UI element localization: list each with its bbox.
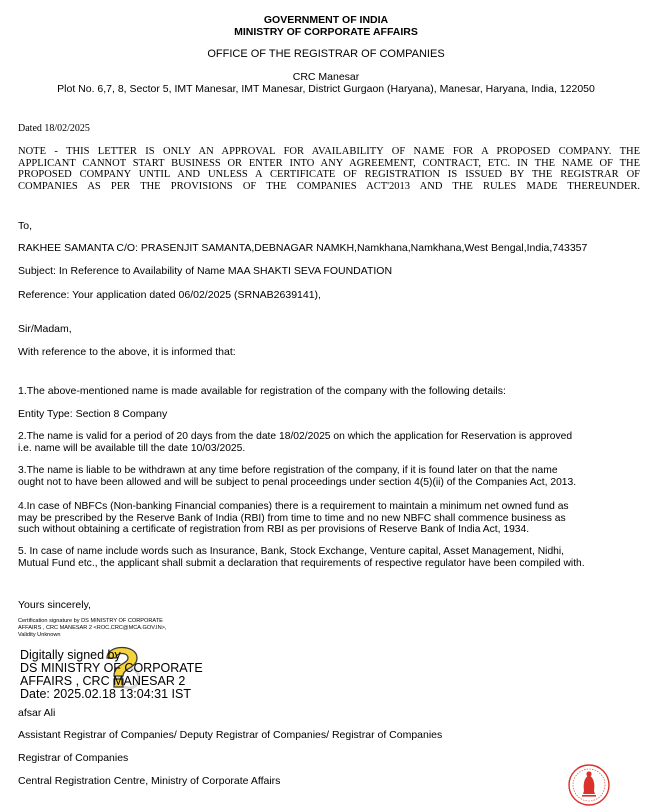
point-1: 1.The above-mentioned name is made available for registration of the company with the following details:: [18, 385, 506, 397]
point-3: [18, 465, 648, 488]
signature-line: Date: 2025.02.18 13:04:31 IST: [20, 687, 191, 701]
point-5-line: Mutual Fund etc., the applicant shall submit a declaration that requirements of respective regulator have been compiled with.: [18, 557, 585, 569]
intro: With reference to the above, it is informed that:: [18, 346, 236, 358]
point-4: [18, 501, 648, 536]
signature-line: AFFAIRS , CRC MANESAR 2: [20, 674, 186, 688]
header-ministry: MINISTRY OF CORPORATE AFFAIRS: [234, 26, 418, 38]
point-2: [18, 431, 648, 454]
signature-line: DS MINISTRY OF CORPORATE: [20, 661, 203, 675]
national-emblem-seal-icon: [566, 764, 612, 806]
cert-line: Certification signature by DS MINISTRY OF CORPORATE: [18, 618, 163, 624]
point-3-line: ought not to have been allowed and will be subject to penal proceedings under section 4(5)(ii) of the Companies Act, 2013.: [18, 476, 577, 488]
point-5: [18, 546, 648, 569]
cert-line: Validity Unknown: [18, 632, 61, 638]
point-4-line: may be prescribed by the Reserve Bank of India (RBI) from time to time and no new NBFC shall commence business as: [18, 512, 566, 524]
point-4-line: 4.In case of NBFCs (Non-banking Financial companies) there is a requirement to maintain a minimum net owned fund as: [18, 501, 569, 512]
note-line: APPLICANT CANNOT START BUSINESS OR ENTER INTO ANY AGREEMENT, CONTRACT, ETC. IN THE NAME OF THE: [18, 157, 640, 169]
digital-signature: [20, 649, 203, 701]
role: Registrar of Companies: [18, 752, 129, 764]
note-block: [18, 146, 640, 192]
point-3-line: 3.The name is liable to be withdrawn at any time before registration of the company, if it is found later on that the name: [18, 465, 558, 476]
note-line: PROPOSED COMPANY UNTIL AND UNLESS A CERTIFICATE OF REGISTRATION IS ISSUED BY THE REGISTRAR OF: [18, 169, 640, 180]
point-5-line: 5. In case of name include words such as Insurance, Bank, Stock Exchange, Venture capital, Asset Management, Nidhi,: [18, 546, 565, 557]
reference: Reference: Your application dated 06/02/2025 (SRNAB2639141),: [18, 289, 321, 301]
designation: Assistant Registrar of Companies/ Deputy Registrar of Companies/ Registrar of Companies: [18, 729, 443, 741]
point-2-line: i.e. name will be available till the date 10/03/2025.: [18, 442, 246, 454]
subject: Subject: In Reference to Availability of Name MAA SHAKTI SEVA FOUNDATION: [18, 265, 393, 277]
certification-note: [18, 618, 166, 639]
signature-line: Digitally signed by: [20, 648, 121, 662]
header-address: Plot No. 6,7, 8, Sector 5, IMT Manesar, IMT Manesar, District Gurgaon (Haryana), Manesar, Haryana, India, 122050: [57, 83, 595, 95]
note-line: COMPANIES AS PER THE PROVISIONS OF THE COMPANIES ACT'2013 AND THE RULES MADE THEREUNDER.: [18, 180, 640, 192]
closing: Yours sincerely,: [18, 599, 91, 611]
cert-line: AFFAIRS , CRC MANESAR 2 <ROC.CRC@MCA.GOV.IN>,: [18, 625, 167, 631]
point-2-line: 2.The name is valid for a period of 20 days from the date 18/02/2025 on which the application for Reservation is approved: [18, 431, 573, 442]
salutation: Sir/Madam,: [18, 323, 72, 335]
signatory-name: afsar Ali: [18, 707, 56, 719]
organisation: Central Registration Centre, Ministry of Corporate Affairs: [18, 775, 281, 787]
addressee: RAKHEE SAMANTA C/O: PRASENJIT SAMANTA,DEBNAGAR NAMKH,Namkhana,Namkhana,West Bengal,India,743357: [18, 242, 588, 254]
letter-date: Dated 18/02/2025: [18, 123, 90, 134]
header-government: GOVERNMENT OF INDIA: [263, 14, 389, 26]
entity-type: Entity Type: Section 8 Company: [18, 408, 168, 420]
header-office: OFFICE OF THE REGISTRAR OF COMPANIES: [207, 48, 445, 60]
to-label: To,: [18, 220, 33, 232]
header-centre: CRC Manesar: [292, 71, 360, 83]
point-4-line: such without obtaining a certificate of registration from RBI as per provisions of Reserve Bank of India Act, 1934.: [18, 524, 530, 536]
note-line: NOTE - THIS LETTER IS ONLY AN APPROVAL FOR AVAILABILITY OF NAME FOR A PROPOSED COMPANY. THE: [18, 146, 640, 157]
